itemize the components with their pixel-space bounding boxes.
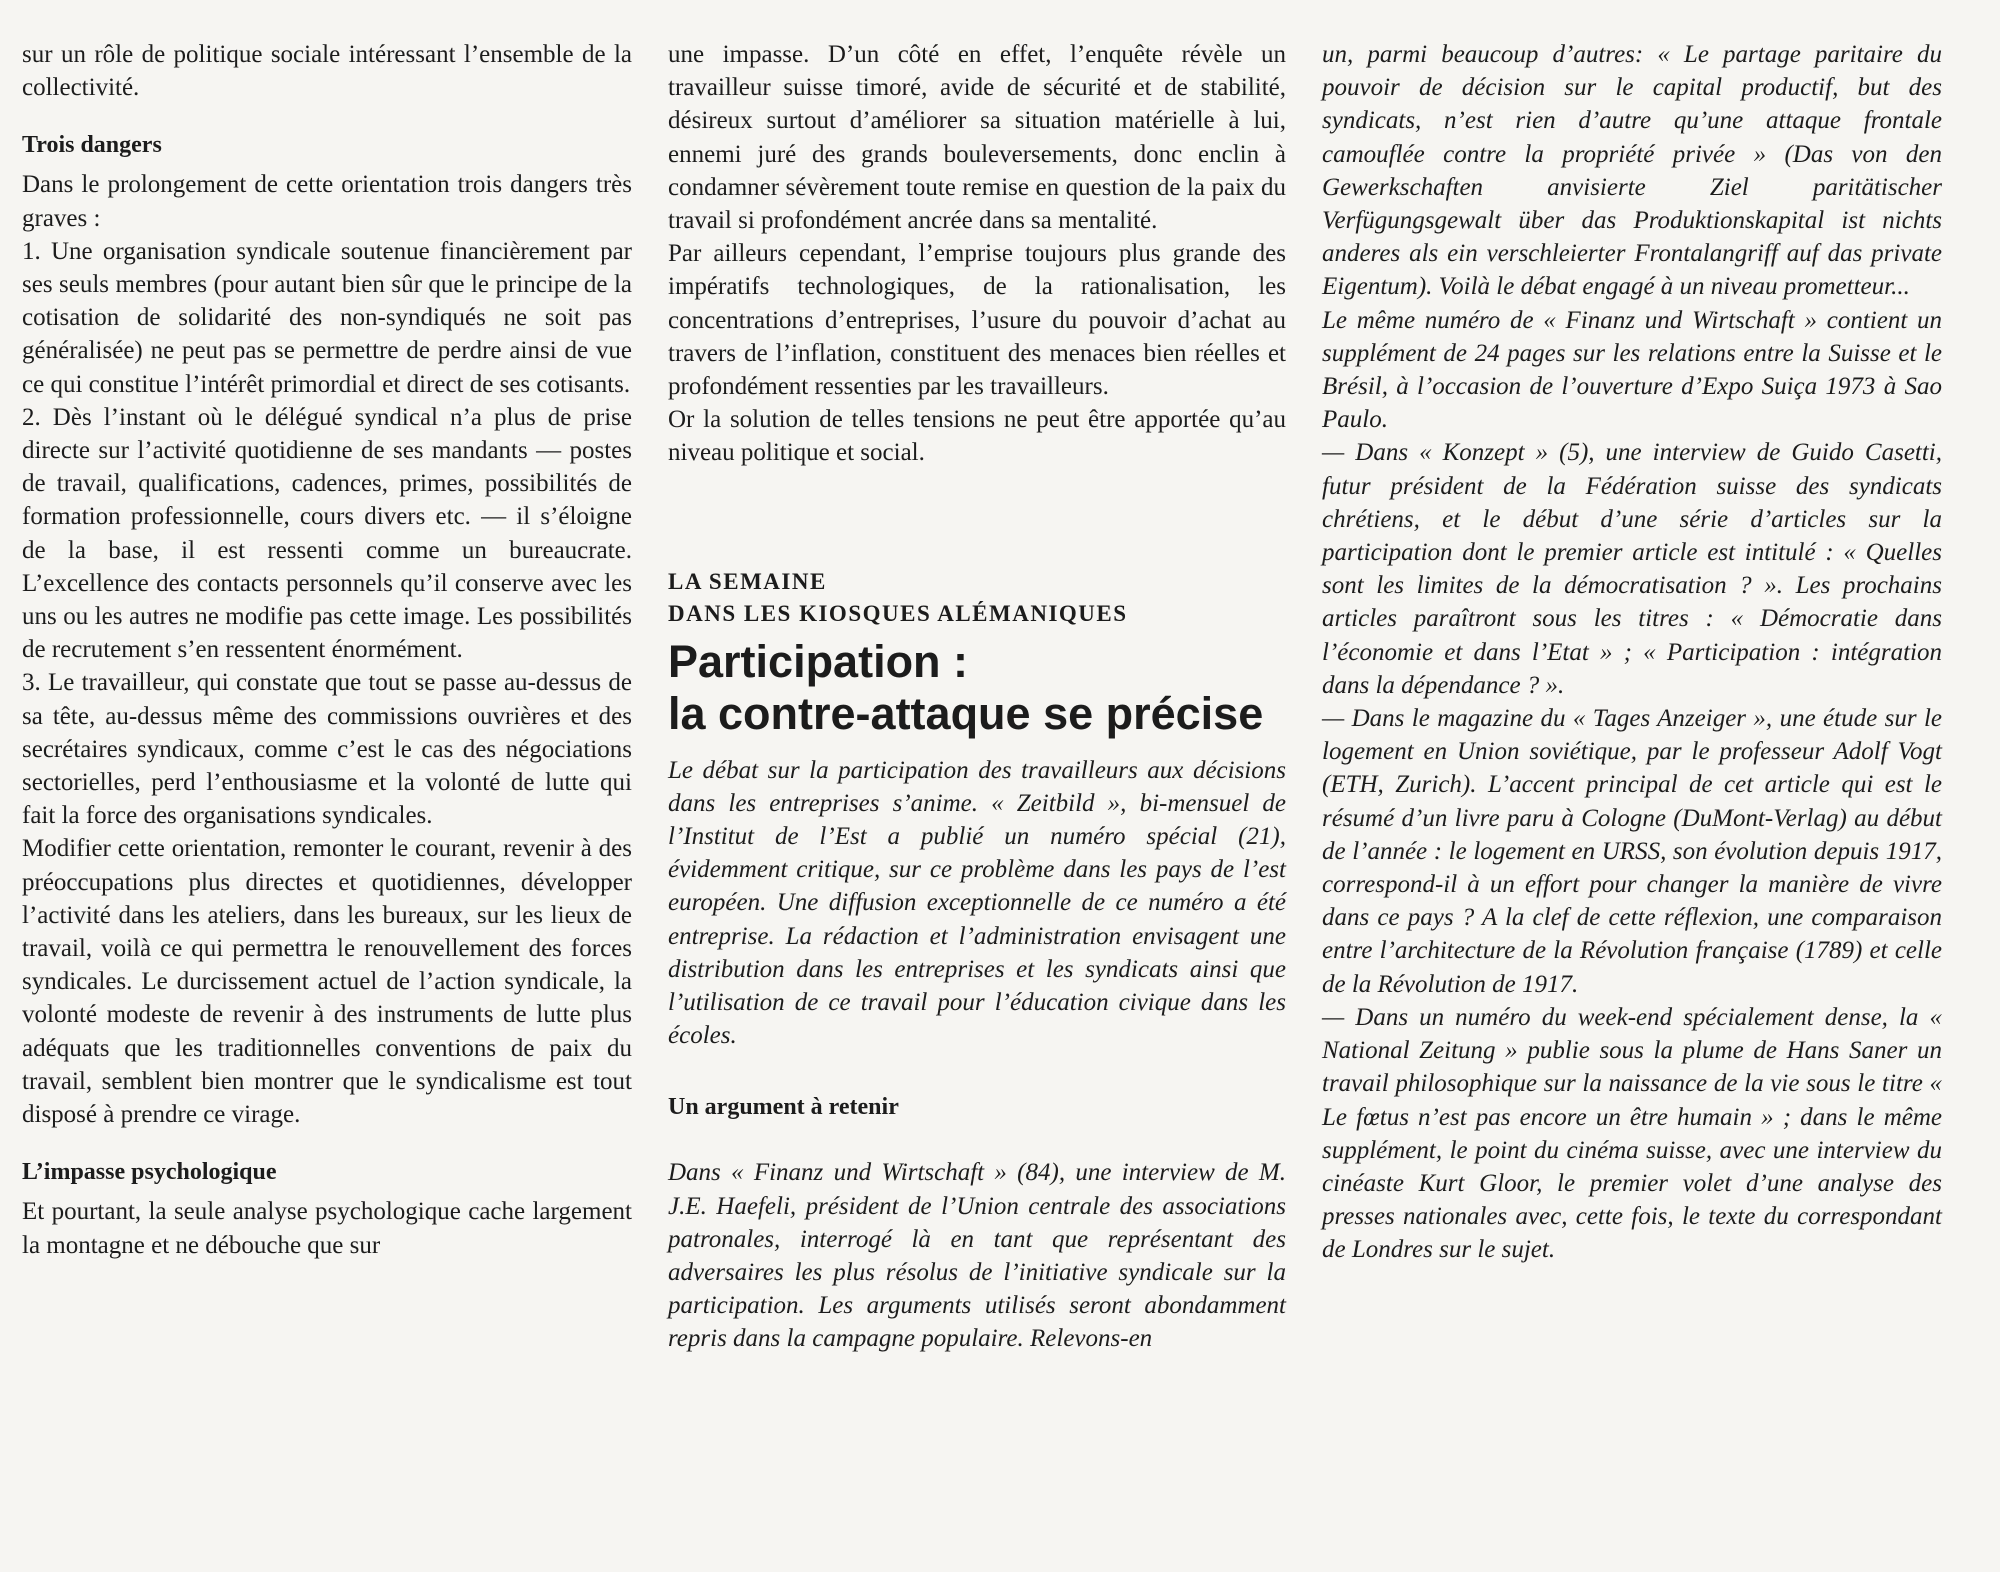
spacer — [668, 470, 1286, 566]
section-heading-impasse: L’impasse psychologique — [22, 1159, 277, 1186]
paragraph: sur un rôle de politique sociale intéressant l’ensemble de la collectivité. — [22, 41, 632, 102]
paragraph: Par ailleurs cependant, l’emprise toujours plus grande des impératifs technologiques, de la rationalisation, les concentrations d’entreprises, l’usure du pouvoir d’achat au travers de l’inflation, constituent des menaces bien réelles et profondément ressenties par les travailleurs. — [668, 240, 1286, 401]
paragraph: 3. Le travailleur, qui constate que tout se passe au-dessus de sa tête, au-dessus même des commissions ouvrières et des secrétaires syndicaux, comme c’est le cas des négociations sectorielles, perd l’enthousiasme et la volonté de lutte qui fait la force des organisations syndicales. — [22, 669, 632, 830]
article-kicker-line-2: DANS LES KIOSQUES ALÉMANIQUES — [668, 600, 1128, 626]
paragraph: Dans le prolongement de cette orientation trois dangers très graves : — [22, 171, 632, 232]
paragraph: — Dans le magazine du « Tages Anzeiger », une étude sur le logement en Union soviétique, par le professeur Adolf Vogt (ETH, Zurich). L’accent principal de cet article qui est le résumé d’un livre paru à Cologne (DuMont-Verlag) au début de l’année : le logement en URSS, son évolution depuis 1917, correspond-il à un effort pour changer la manière de vivre dans ce pays ? A la clef de cette réflexion, une comparaison entre l’architecture de la Révolution française (1789) et celle de la Révolution de 1917. — [1322, 705, 1942, 998]
headline-line-2: la contre-attaque se précise — [668, 687, 1264, 739]
paragraph: Or la solution de telles tensions ne peut être apportée qu’au niveau politique et social. — [668, 406, 1286, 467]
column-left — [22, 38, 632, 1262]
paragraph: 2. Dès l’instant où le délégué syndical n’a plus de prise directe sur l’activité quotidienne de ses mandants — postes de travail, qualifications, cadences, primes, possibilités de formation professionnelle, cours divers etc. — il s’éloigne de la base, il est ressenti comme un bureaucrate. L’excellence des contacts personnels qu’il conserve avec les uns ou les autres ne modifie pas cette image. Les possibilités de recrutement s’en ressentent énormément. — [22, 403, 632, 664]
spacer — [668, 1130, 1286, 1156]
paragraph: — Dans « Konzept » (5), une interview de Guido Casetti, futur président de la Fédération suisse des syndicats chrétiens, et le début d’une série d’articles sur la participation dont le premier article est intitulé : « Quelles sont les limites de la démocratisation ? ». Les prochains articles paraîtront sous les titres : « Démocratie dans l’économie et dans l’Etat » ; « Participation : intégration dans la dépendance ? ». — [1322, 439, 1942, 699]
section-heading-trois-dangers: Trois dangers — [22, 132, 162, 159]
paragraph: Dans « Finanz und Wirtschaft » (84), une interview de M. J.E. Haefeli, président de l’Union centrale des associations patronales, interrogé là en tant que représentant des adversaires les plus résolus de l’initiative syndicale sur la participation. Les arguments utilisés seront abondamment repris dans la campagne populaire. Relevons-en — [668, 1159, 1286, 1353]
paragraph: 1. Une organisation syndicale soutenue financièrement par ses seuls membres (pour autant bien sûr que le principe de la cotisation de solidarité des non-syndiqués ne soit pas généralisée) ne peut pas se permettre de perdre ainsi de vue ce qui constitue l’intérêt primordial et direct de ses cotisants. — [22, 237, 632, 398]
paragraph: Modifier cette orientation, remonter le courant, revenir à des préoccupations plus directes et quotidiennes, développer l’activité dans les ateliers, dans les bureaux, sur les lieux de travail, voilà ce qui permettra le renouvellement des forces syndicales. Le durcissement actuel de l’action syndicale, la volonté modeste de revenir à des instruments de lutte plus adéquats que les traditionnelles conventions de paix du travail, semblent bien montrer que le syndicalisme est tout disposé à prendre ce virage. — [22, 835, 632, 1129]
column-right — [1322, 38, 1942, 1267]
paragraph: — Dans un numéro du week-end spécialement dense, la « National Zeitung » publie sous la plume de Hans Saner un travail philosophique sur la naissance de la vie sous le titre « Le fœtus n’est pas encore un être humain » ; dans le même supplément, le point du cinéma suisse, avec une interview du cinéaste Kurt Gloor, le premier volet d’une analyse des presses nationales avec, cette fois, le texte du correspondant de Londres sur le sujet. — [1322, 1003, 1942, 1264]
paragraph: Et pourtant, la seule analyse psychologique cache largement la montagne et ne débouche que sur — [22, 1198, 632, 1259]
article-kicker-line-1: LA SEMAINE — [668, 568, 827, 594]
section-heading-argument: Un argument à retenir — [668, 1094, 899, 1121]
paragraph: Le même numéro de « Finanz und Wirtschaft » contient un supplément de 24 pages sur les relations entre la Suisse et le Brésil, à l’occasion de l’ouverture d’Expo Suiça 1973 à Sao Paulo. — [1322, 306, 1942, 434]
article-lead: Le débat sur la participation des travailleurs aux décisions dans les entreprises s’anime. « Zeitbild », bi-mensuel de l’Institut de l’Est a publié un numéro spécial (21), évidemment critique, sur ce problème dans les pays de l’est européen. Une diffusion exceptionnelle de ce numéro a été entreprise. La rédaction et l’administration envisagent une distribution dans les entreprises et les syndicats ainsi que l’utilisation de ce travail pour l’éducation civique dans les écoles. — [668, 756, 1286, 1050]
article-headline — [668, 636, 1286, 740]
headline-line-1: Participation : — [668, 635, 969, 687]
paragraph: une impasse. D’un côté en effet, l’enquête révèle un travailleur suisse timoré, avide de sécurité et de stabilité, désireux surtout d’améliorer sa situation matérielle à lui, ennemi juré des grands bouleversements, donc enclin à condamner sévèrement toute remise en question de la paix du travail si profondément ancrée dans sa mentalité. — [668, 41, 1286, 235]
column-middle — [668, 38, 1286, 1356]
paragraph: un, parmi beaucoup d’autres: « Le partage paritaire du pouvoir de décision sur le capital productif, but des syndicats, n’est rien d’autre qu’une attaque frontale camouflée contre la propriété privée » (Das von den Gewerkschaften anvisierte Ziel paritätischer Verfügungsgewalt über das Produktionskapital ist nichts anderes als ein verschleierter Frontalangriff auf das private Eigentum). Voilà le débat engagé à un niveau prometteur... — [1322, 41, 1942, 301]
